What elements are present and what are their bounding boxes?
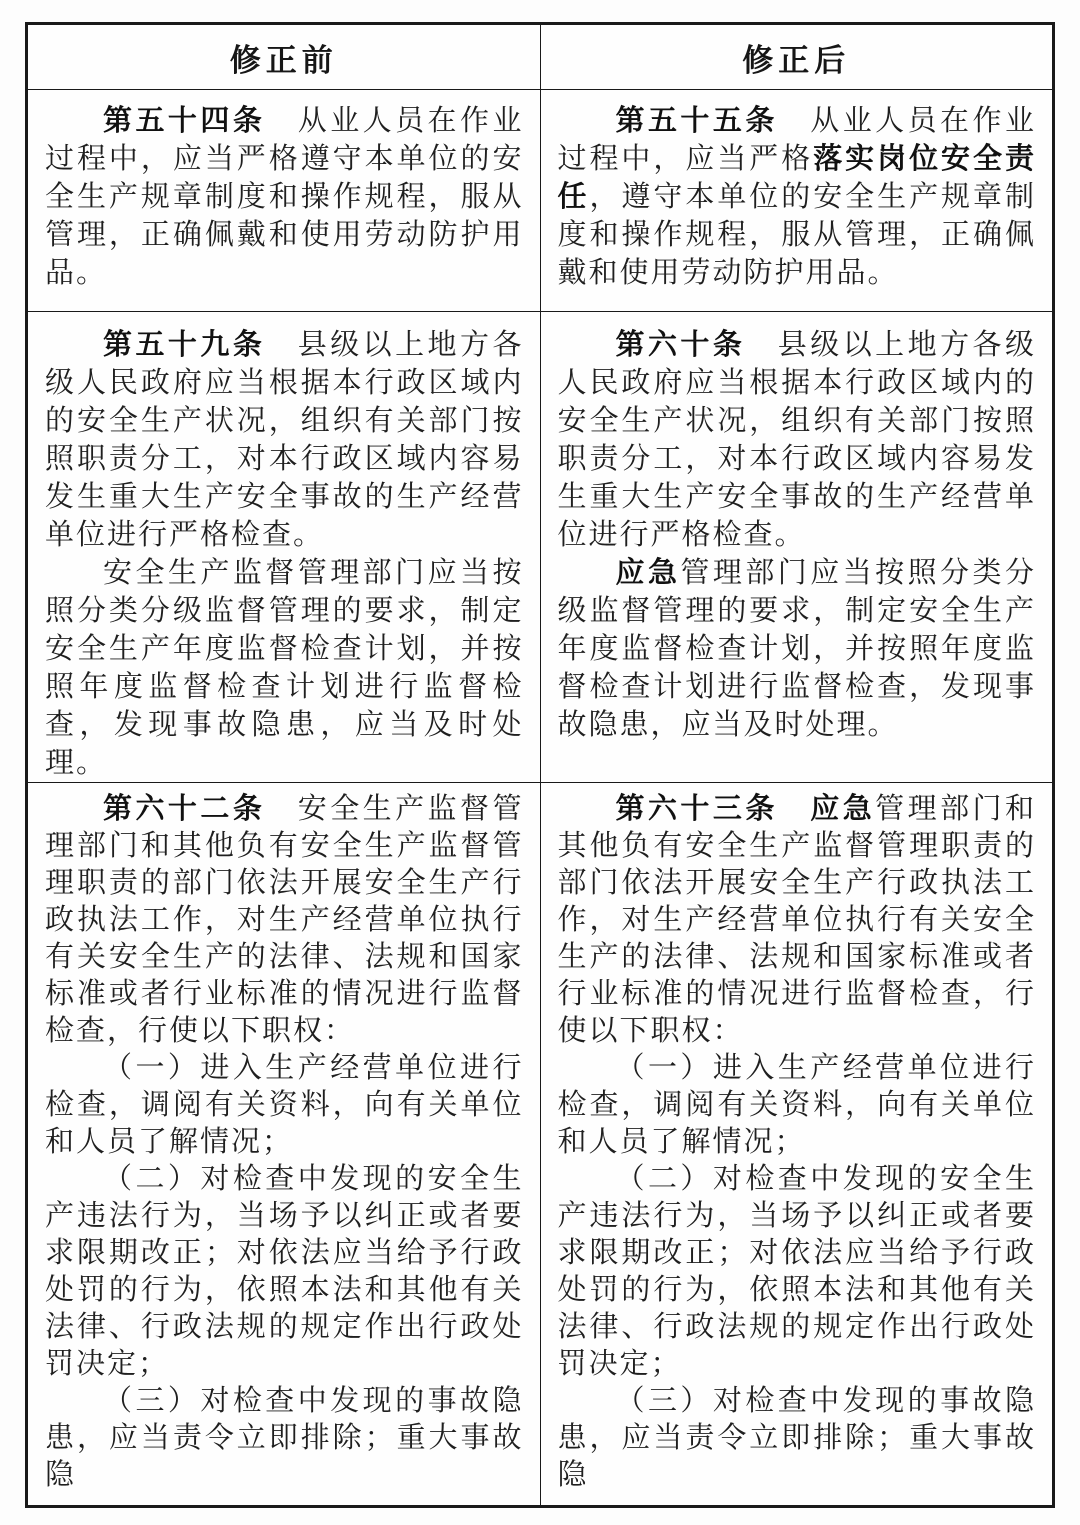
cell-after — [540, 312, 1054, 783]
text-run: （三）对检查中发现的事故隐患，应当责令立即排除；重大事故隐 — [557, 1385, 1036, 1491]
text-run: （二）对检查中发现的安全生产违法行为，当场予以纠正或者要求限期改正；对依法应当给予行政处罚的行为，依照本法和其他有关法律、行政法规的规定作出行政处罚决定； — [45, 1163, 524, 1380]
bold-text-run: 应急 — [810, 793, 876, 825]
comparison-row — [27, 90, 1054, 312]
text-run: （三）对检查中发现的事故隐患，应当责令立即排除；重大事故隐 — [45, 1385, 524, 1491]
law-paragraph — [45, 791, 524, 1050]
law-paragraph — [558, 1161, 1037, 1383]
comparison-row — [27, 312, 1054, 783]
text-run — [778, 793, 810, 825]
cell-after — [540, 90, 1054, 312]
text-run: 安全生产监督管理部门应当按照分类分级监督管理的要求，制定安全生产年度监督检查计划，并按照年度监督检查计划进行监督检查，发现事故隐患，应当及时处理。 — [45, 557, 524, 779]
law-paragraph — [45, 1161, 524, 1383]
text-run: （一）进入生产经营单位进行检查，调阅有关资料，向有关单位和人员了解情况； — [557, 1052, 1036, 1158]
law-paragraph — [558, 791, 1037, 1050]
comparison-table-body — [27, 90, 1054, 1507]
text-run: （一）进入生产经营单位进行检查，调阅有关资料，向有关单位和人员了解情况； — [45, 1052, 524, 1158]
text-run: （二）对检查中发现的安全生产违法行为，当场予以纠正或者要求限期改正；对依法应当给予行政处罚的行为，依照本法和其他有关法律、行政法规的规定作出行政处罚决定； — [557, 1163, 1036, 1380]
bold-text-run: 落实岗位安全责任 — [557, 143, 1036, 213]
text-run: 从业人员在作业过程中，应当严格 — [557, 105, 1036, 175]
cell-before — [27, 312, 541, 783]
text-run: ，遵守本单位的安全生产规章制度和操作规程，服从管理，正确佩戴和使用劳动防护用品。 — [557, 181, 1036, 289]
text-run: 县级以上地方各级人民政府应当根据本行政区域内的安全生产状况，组织有关部门按照职责分工，对本行政区域内容易发生重大生产安全事故的生产经营单位进行严格检查。 — [45, 329, 524, 551]
cell-after — [540, 783, 1054, 1507]
bold-text-run: 第六十三条 — [615, 793, 778, 825]
amendment-comparison-table — [25, 22, 1055, 1508]
column-header-before: 修正前 — [27, 24, 541, 90]
text-run: 管理部门应当按照分类分级监督管理的要求，制定安全生产年度监督检查计划，并按照年度监督检查计划进行监督检查，发现事故隐患，应当及时处理。 — [557, 557, 1036, 741]
bold-text-run: 第五十九条 — [103, 329, 266, 361]
law-paragraph — [558, 1050, 1037, 1161]
cell-before — [27, 90, 541, 312]
bold-text-run: 第六十二条 — [103, 793, 266, 825]
law-paragraph — [45, 326, 524, 554]
text-run: 安全生产监督管理部门和其他负有安全生产监督管理职责的部门依法开展安全生产行政执法工作，对生产经营单位执行有关安全生产的法律、法规和国家标准或者行业标准的情况进行监督检查，行使以下职权： — [45, 793, 524, 1047]
law-paragraph — [45, 102, 524, 292]
comparison-row — [27, 783, 1054, 1507]
law-paragraph — [45, 554, 524, 782]
text-run: 县级以上地方各级人民政府应当根据本行政区域内的安全生产状况，组织有关部门按照职责分工，对本行政区域内容易发生重大生产安全事故的生产经营单位进行严格检查。 — [557, 329, 1036, 551]
column-header-after: 修正后 — [540, 24, 1054, 90]
bold-text-run: 第五十四条 — [103, 105, 266, 137]
law-paragraph — [558, 102, 1037, 292]
text-run: 从业人员在作业过程中，应当严格遵守本单位的安全生产规章制度和操作规程，服从管理，正确佩戴和使用劳动防护用品。 — [45, 105, 524, 289]
header-row — [27, 24, 1054, 90]
law-paragraph — [558, 554, 1037, 744]
cell-before — [27, 783, 541, 1507]
text-run: 管理部门和其他负有安全生产监督管理职责的部门依法开展安全生产行政执法工作，对生产经营单位执行有关安全生产的法律、法规和国家标准或者行业标准的情况进行监督检查，行使以下职权： — [557, 793, 1036, 1047]
bold-text-run: 应急 — [615, 557, 681, 589]
law-paragraph — [45, 1050, 524, 1161]
law-paragraph — [558, 326, 1037, 554]
law-paragraph — [558, 1383, 1037, 1494]
bold-text-run: 第六十条 — [615, 329, 746, 361]
law-paragraph — [45, 1383, 524, 1494]
bold-text-run: 第五十五条 — [615, 105, 778, 137]
